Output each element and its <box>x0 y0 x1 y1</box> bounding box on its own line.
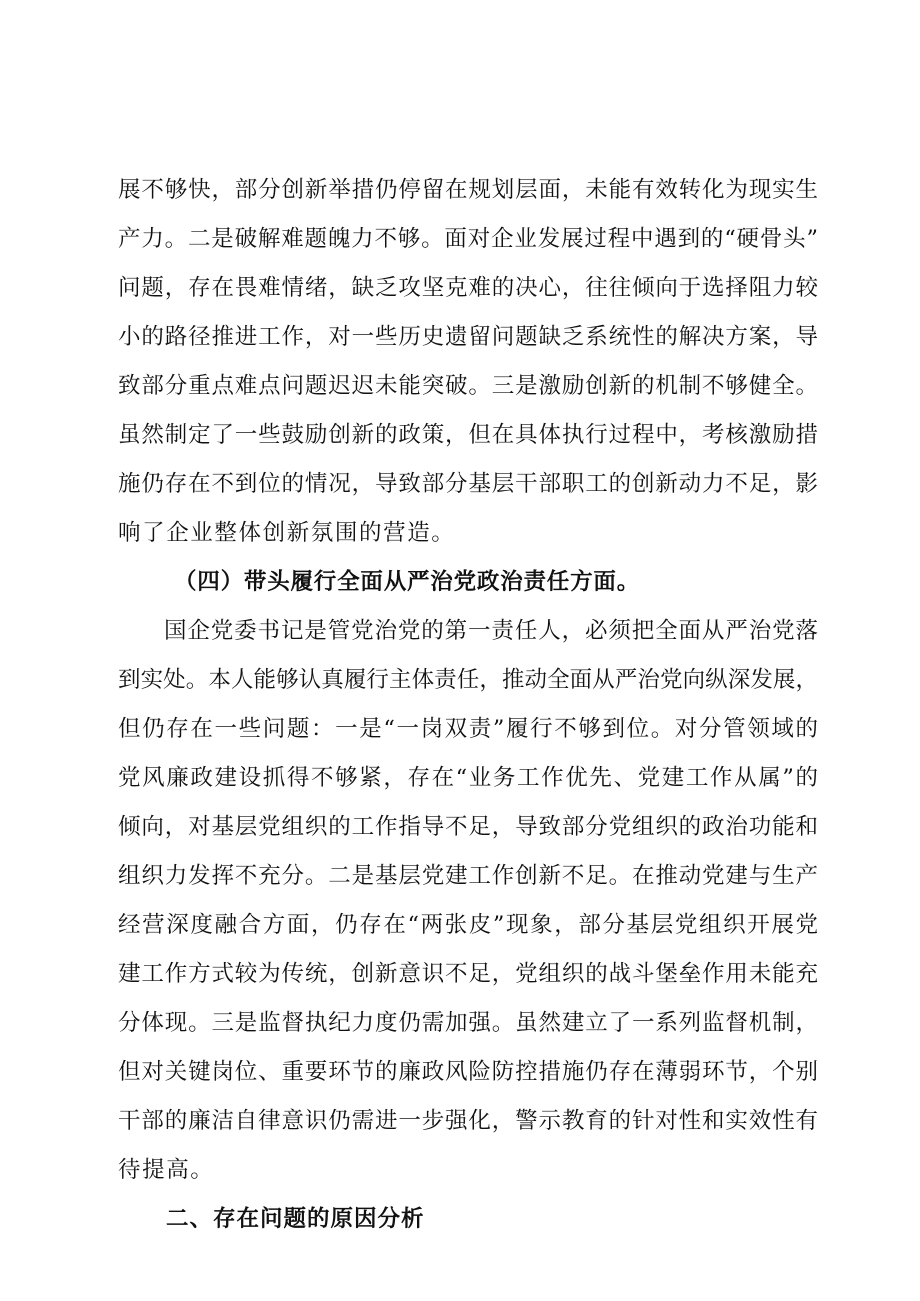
section-heading: （四）带头履行全面从严治党政治责任方面。 <box>174 569 641 595</box>
paragraph-line: 产力。二是破解难题魄力不够。面对企业发展过程中遇到的“硬骨头” <box>118 226 818 252</box>
paragraph-line: 干部的廉洁自律意识仍需进一步强化，警示教育的针对性和实效性有 <box>118 1108 818 1134</box>
paragraph-line: 到实处。本人能够认真履行主体责任，推动全面从严治党向纵深发展， <box>118 667 818 693</box>
paragraph-line: 但仍存在一些问题：一是“一岗双责”履行不够到位。对分管领域的 <box>118 716 818 742</box>
paragraph-line: 组织力发挥不充分。二是基层党建工作创新不足。在推动党建与生产 <box>118 863 818 889</box>
paragraph-line: 但对关键岗位、重要环节的廉政风险防控措施仍存在薄弱环节，个别 <box>118 1059 818 1085</box>
paragraph-line: 分体现。三是监督执纪力度仍需加强。虽然建立了一系列监督机制， <box>118 1010 818 1036</box>
paragraph-line: 建工作方式较为传统，创新意识不足，党组织的战斗堡垒作用未能充 <box>118 961 818 987</box>
paragraph-line: 虽然制定了一些鼓励创新的政策，但在具体执行过程中，考核激励措 <box>118 422 818 448</box>
paragraph-line: 经营深度融合方面，仍存在“两张皮”现象，部分基层党组织开展党 <box>118 912 818 938</box>
paragraph-line: 响了企业整体创新氛围的营造。 <box>118 520 456 546</box>
paragraph-line: 展不够快，部分创新举措仍停留在规划层面，未能有效转化为现实生 <box>118 177 818 203</box>
paragraph-line: 问题，存在畏难情绪，缺乏攻坚克难的决心，往往倾向于选择阻力较 <box>118 275 818 301</box>
section-heading: 二、存在问题的原因分析 <box>166 1206 425 1232</box>
paragraph-line: 国企党委书记是管党治党的第一责任人，必须把全面从严治党落 <box>164 618 818 644</box>
paragraph-line: 待提高。 <box>118 1157 215 1183</box>
paragraph-line: 党风廉政建设抓得不够紧，存在“业务工作优先、党建工作从属”的 <box>118 765 818 791</box>
paragraph-line: 倾向，对基层党组织的工作指导不足，导致部分党组织的政治功能和 <box>118 814 818 840</box>
paragraph-line: 施仍存在不到位的情况，导致部分基层干部职工的创新动力不足，影 <box>118 471 818 497</box>
paragraph-line: 致部分重点难点问题迟迟未能突破。三是激励创新的机制不够健全。 <box>118 373 818 399</box>
paragraph-line: 小的路径推进工作，对一些历史遗留问题缺乏系统性的解决方案，导 <box>118 324 818 350</box>
